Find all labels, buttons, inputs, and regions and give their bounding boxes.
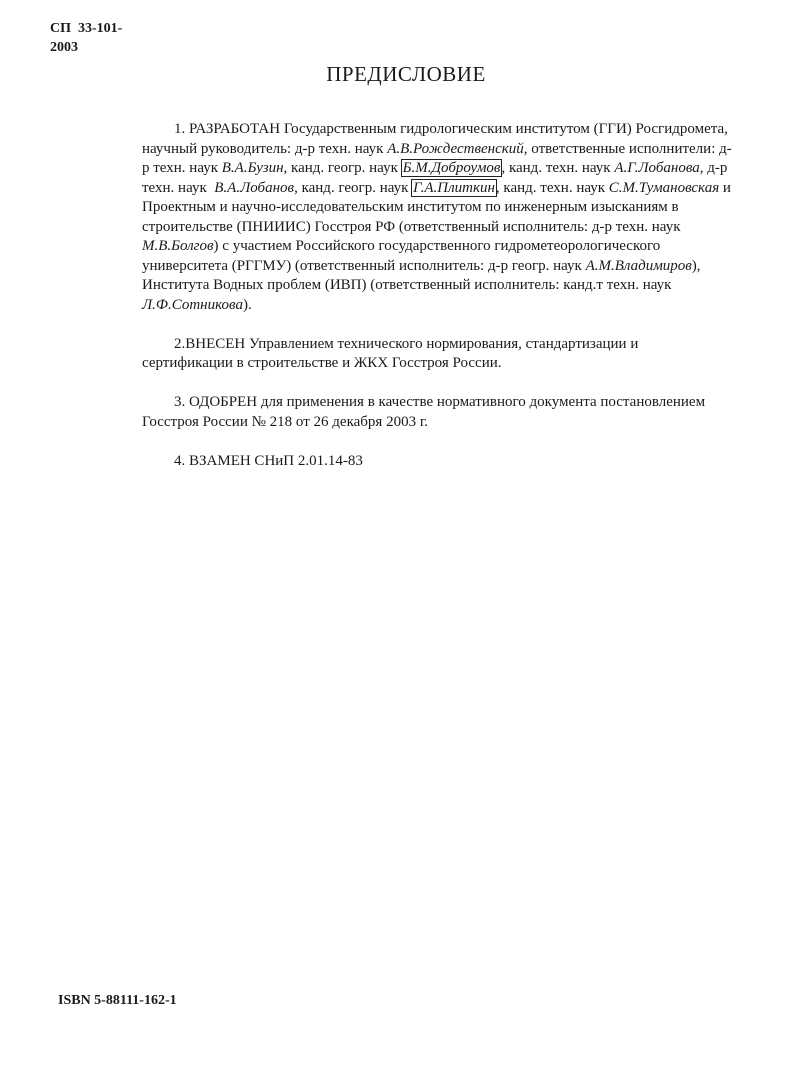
text-segment: , канд. техн. наук — [501, 160, 615, 176]
text-segment: 1. РАЗРАБОТАН Государственным гидрологическим институтом (ГГИ) Росгидромета, научный руководитель: д-р техн. наук — [142, 121, 728, 157]
text-segment: , канд. техн. наук — [495, 179, 609, 196]
person-name: М.В.Болгов — [142, 238, 214, 254]
text-segment: ) с участием Российского государственного гидрометеорологического университета (РГГМУ) (ответственный исполнитель: д-р геогр. наук — [142, 238, 661, 274]
text-segment: , д-р техн. наук — [142, 160, 732, 196]
foreword-body — [142, 120, 732, 491]
text-segment: и Проектным и научно-исследовательским институтом по инженерным изысканиям в строительстве (ПНИИИС) Госстроя РФ (ответственный исполнитель: д-р техн. наук — [142, 179, 731, 235]
paragraph-submitted: 2.ВНЕСЕН Управлением технического нормирования, стандартизации и сертификации в строительстве и ЖКХ Госстроя России. — [142, 335, 639, 371]
isbn: ISBN 5-88111-162-1 — [58, 993, 177, 1008]
person-name: А.М.Владимиров — [585, 257, 692, 274]
document-code — [50, 19, 160, 57]
page-title: ПРЕДИСЛОВИЕ — [326, 62, 486, 86]
person-name: С.М.Тумановская — [608, 179, 720, 196]
person-name: В.А.Бузин — [221, 160, 284, 176]
paragraph-replaces: 4. ВЗАМЕН СНиП 2.01.14-83 — [174, 452, 363, 469]
person-name-boxed: Б.М.Доброумов — [402, 160, 501, 176]
person-name: Л.Ф.Сотникова — [142, 296, 243, 313]
text-segment: ). — [242, 296, 252, 313]
text-segment: , ответственные исполнители: д-р техн. наук — [142, 140, 732, 176]
person-name: А.Г.Лобанова — [614, 160, 700, 176]
person-name: А.В.Рождественский — [387, 140, 524, 157]
document-code-line2: 2003 — [50, 40, 78, 55]
text-segment: ), Института Водных проблем (ИВП) (ответственный исполнитель: канд.т техн. наук — [142, 257, 701, 293]
paragraph-approved: 3. ОДОБРЕН для применения в качестве нормативного документа постановлением Госстроя России № 218 от 26 декабря 2003 г. — [142, 394, 706, 430]
document-code-line1: СП 33-101- — [50, 21, 123, 36]
paragraph-developed — [142, 120, 732, 315]
text-segment: , канд. геогр. наук — [283, 160, 402, 176]
person-name: В.А.Лобанов — [214, 179, 295, 196]
person-name-boxed: Г.А.Плиткин — [413, 179, 495, 196]
text-segment: , канд. геогр. наук — [294, 179, 413, 196]
